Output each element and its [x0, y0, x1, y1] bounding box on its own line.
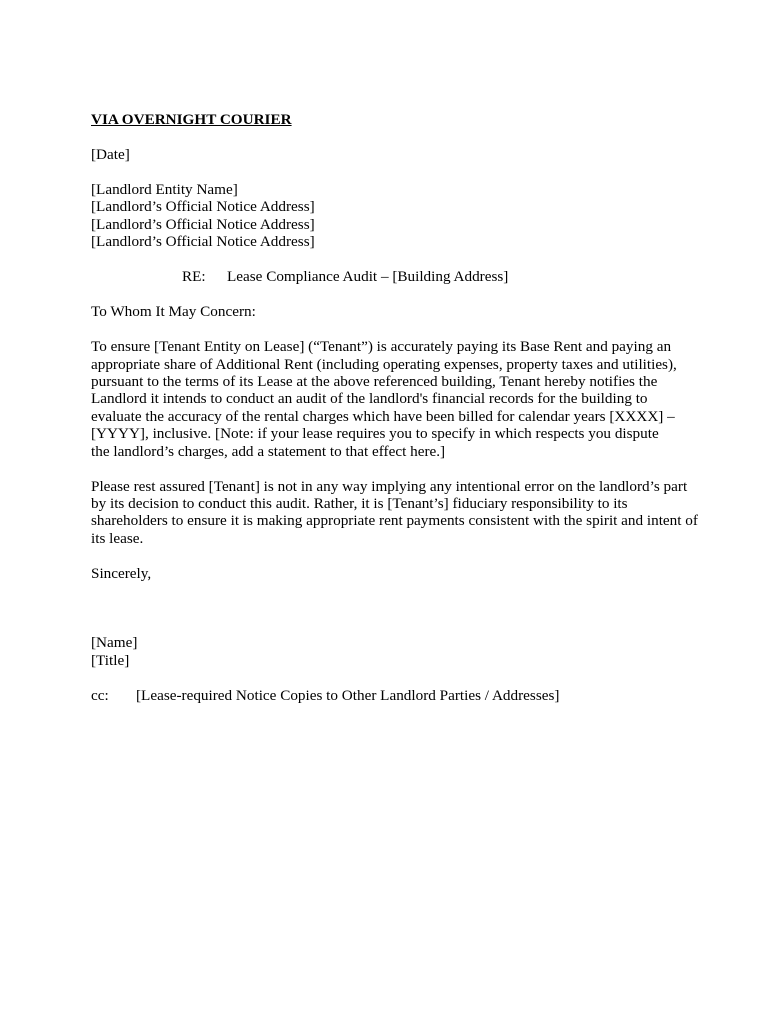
cc-line — [91, 687, 691, 704]
cc-text: [Lease-required Notice Copies to Other Landlord Parties / Addresses] — [136, 686, 560, 704]
paragraph-line: pursuant to the terms of its Lease at the above referenced building, Tenant hereby notifies the — [91, 373, 658, 391]
paragraph-line: appropriate share of Additional Rent (including operating expenses, property taxes and utilities), — [91, 355, 677, 373]
paragraph-line: [YYYY], inclusive. [Note: if your lease requires you to specify in which respects you dispute — [91, 425, 659, 443]
signer-name: [Name] — [91, 634, 138, 652]
paragraph-line: the landlord’s charges, add a statement to that effect here.] — [91, 442, 446, 460]
subject-text: Lease Compliance Audit – [Building Address] — [227, 268, 509, 286]
recipient-address-line: [Landlord’s Official Notice Address] — [91, 215, 315, 233]
signature-block — [91, 634, 691, 669]
paragraph-line: shareholders to ensure it is making appropriate rent payments consistent with the spirit and intent of — [91, 512, 698, 530]
body-paragraph-1 — [91, 338, 691, 460]
salutation: To Whom It May Concern: — [91, 303, 256, 321]
signature-space — [91, 582, 691, 634]
body-paragraph-2 — [91, 477, 698, 548]
paragraph-line: Landlord it intends to conduct an audit of the landlord's financial records for the building to — [91, 390, 648, 408]
letter-date: [Date] — [91, 146, 130, 163]
subject-line — [91, 268, 691, 285]
paragraph-line: Please rest assured [Tenant] is not in any way implying any intentional error on the landlord’s part — [91, 477, 688, 495]
recipient-name: [Landlord Entity Name] — [91, 181, 238, 198]
recipient-address-line: [Landlord’s Official Notice Address] — [91, 233, 315, 251]
subject-label: RE: — [182, 268, 206, 286]
delivery-method-heading: VIA OVERNIGHT COURIER — [91, 111, 292, 128]
paragraph-line: by its decision to conduct this audit. Rather, it is [Tenant’s] fiduciary responsibility to its — [91, 495, 628, 513]
closing: Sincerely, — [91, 564, 152, 582]
paragraph-line: evaluate the accuracy of the rental charges which have been billed for calendar years [XXXX] – — [91, 407, 675, 425]
recipient-address-block — [91, 181, 691, 251]
letter-document — [91, 111, 698, 704]
cc-label: cc: — [91, 686, 109, 704]
paragraph-line: To ensure [Tenant Entity on Lease] (“Tenant”) is accurately paying its Base Rent and paying an — [91, 338, 672, 356]
recipient-address-line: [Landlord’s Official Notice Address] — [91, 198, 315, 216]
paragraph-line: its lease. — [91, 529, 144, 547]
signer-title: [Title] — [91, 651, 130, 669]
